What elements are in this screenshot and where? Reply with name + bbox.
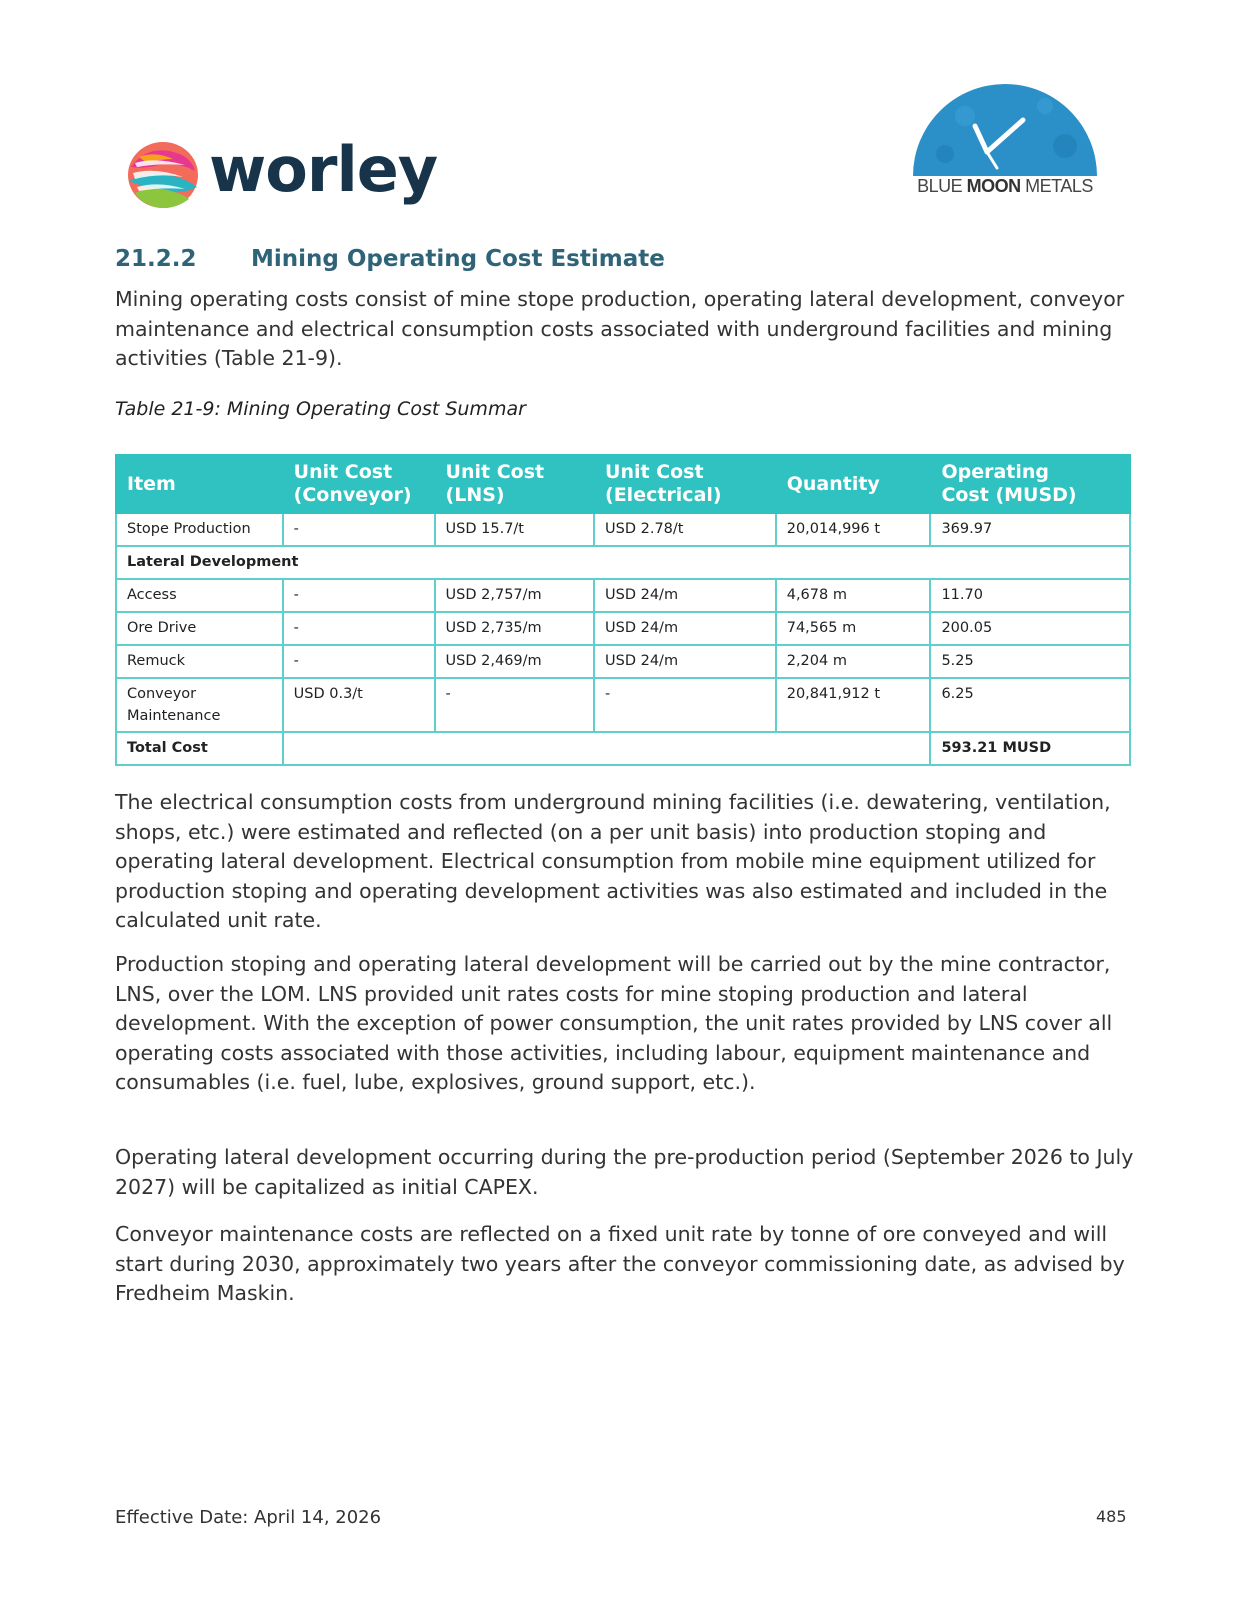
- cell: -: [283, 579, 435, 612]
- cell: 200.05: [930, 612, 1130, 645]
- paragraph-contractor: Production stoping and operating lateral development will be carried out by the mine contractor, LNS, over the LOM. LNS provided unit rates costs for mine stoping production and lateral development. With the exception of power consumption, the unit rates provided by LNS cover all operating costs associated with those activities, including labour, equipment maintenance and consumables (i.e. fuel, lube, explosives, ground support, etc.).: [115, 952, 1113, 1094]
- table-row: [116, 579, 1130, 612]
- paragraph-conveyor: Conveyor maintenance costs are reflected on a fixed unit rate by tonne of ore conveyed and will start during 2030, approximately two years after the conveyor commissioning date, as advised by Fredheim Maskin.: [115, 1222, 1125, 1305]
- section-number: 21.2.2: [115, 246, 197, 272]
- cell: 5.25: [930, 645, 1130, 678]
- cell: 11.70: [930, 579, 1130, 612]
- cell: 369.97: [930, 513, 1130, 546]
- cell: USD 2,469/m: [435, 645, 594, 678]
- cell: 6.25: [930, 678, 1130, 732]
- col-unit-cost-lns: Unit Cost (LNS): [435, 455, 594, 513]
- paragraph-electrical: The electrical consumption costs from underground mining facilities (i.e. dewatering, ventilation, shops, etc.) were estimated and reflected (on a per unit basis) into production stoping and operating lateral development. Electrical consumption from mobile mine equipment utilized for production stoping and operating development activities was also estimated and included in the calculated unit rate.: [115, 790, 1111, 932]
- cell: -: [283, 612, 435, 645]
- table-caption: Table 21-9: Mining Operating Cost Summar: [115, 398, 526, 420]
- cell: Access: [116, 579, 283, 612]
- cell: -: [283, 513, 435, 546]
- cell: USD 24/m: [594, 645, 776, 678]
- cell: Remuck: [116, 645, 283, 678]
- worley-swirl-icon: [125, 137, 201, 213]
- cell: USD 0.3/t: [283, 678, 435, 732]
- cell: 20,841,912 t: [776, 678, 931, 732]
- table-total-row: [116, 732, 1130, 765]
- section-heading: [115, 246, 665, 272]
- cell: -: [594, 678, 776, 732]
- col-operating-cost: Operating Cost (MUSD): [930, 455, 1130, 513]
- intro-paragraph: Mining operating costs consist of mine stope production, operating lateral development, conveyor maintenance and electrical consumption costs associated with underground facilities and mining activities (Table 21-9).: [115, 287, 1125, 370]
- cell: USD 2,735/m: [435, 612, 594, 645]
- cell: 2,204 m: [776, 645, 931, 678]
- col-unit-cost-conveyor: Unit Cost (Conveyor): [283, 455, 435, 513]
- effective-date: Effective Date: April 14, 2026: [115, 1507, 382, 1528]
- moon-clock-icon: [905, 76, 1105, 186]
- cell: 74,565 m: [776, 612, 931, 645]
- total-value: 593.21 MUSD: [930, 732, 1130, 765]
- table-row: [116, 678, 1130, 732]
- cell: 20,014,996 t: [776, 513, 931, 546]
- page-number: 485: [1096, 1507, 1127, 1526]
- total-label: Total Cost: [116, 732, 283, 765]
- table-row: [116, 513, 1130, 546]
- col-unit-cost-electrical: Unit Cost (Electrical): [594, 455, 776, 513]
- table-row: [116, 645, 1130, 678]
- cell: Stope Production: [116, 513, 283, 546]
- col-quantity: Quantity: [776, 455, 931, 513]
- table-subheader-row: [116, 546, 1130, 579]
- cell: 4,678 m: [776, 579, 931, 612]
- cell: USD 2.78/t: [594, 513, 776, 546]
- operating-cost-table: [115, 454, 1131, 766]
- cell: Ore Drive: [116, 612, 283, 645]
- worley-logo: [125, 135, 445, 215]
- paragraph-preproduction: Operating lateral development occurring during the pre-production period (September 2026 to July 2027) will be capitalized as initial CAPEX.: [115, 1145, 1134, 1199]
- lateral-development-label: Lateral Development: [116, 546, 1130, 579]
- section-title: Mining Operating Cost Estimate: [251, 246, 665, 272]
- col-item: Item: [116, 455, 283, 513]
- blue-moon-metals-logo: [905, 76, 1105, 206]
- table-row: [116, 612, 1130, 645]
- cell: USD 2,757/m: [435, 579, 594, 612]
- worley-wordmark: worley: [209, 133, 438, 206]
- cell: USD 24/m: [594, 579, 776, 612]
- cell: USD 15.7/t: [435, 513, 594, 546]
- cell: Conveyor Maintenance: [116, 678, 283, 732]
- cell: USD 24/m: [594, 612, 776, 645]
- cell: -: [283, 645, 435, 678]
- table-header-row: [116, 455, 1130, 513]
- blue-moon-metals-wordmark: BLUE MOON METALS: [917, 176, 1093, 196]
- cell: -: [435, 678, 594, 732]
- total-spacer: [283, 732, 931, 765]
